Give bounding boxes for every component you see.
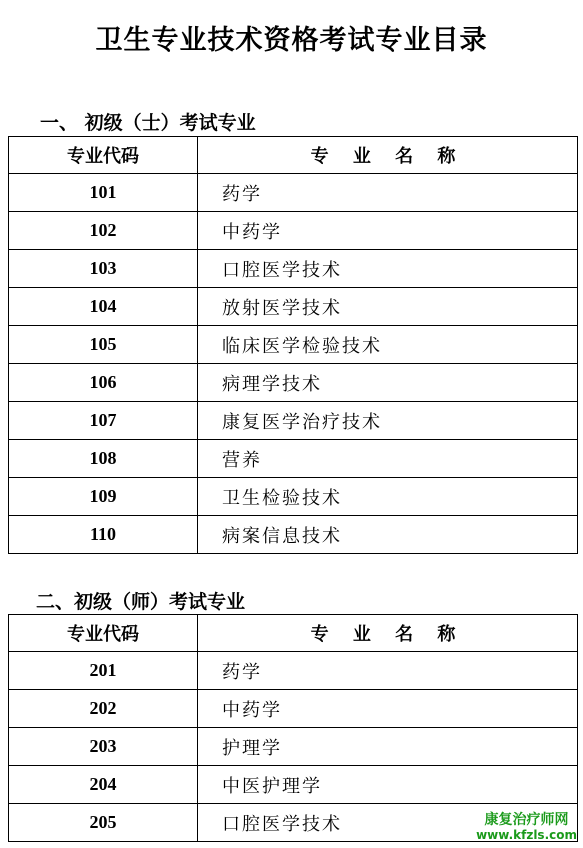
specialty-code: 103: [9, 250, 198, 288]
table-row: [9, 288, 578, 326]
specialty-name: 卫生检验技术: [198, 478, 578, 516]
specialty-name: 病理学技术: [198, 364, 578, 402]
document-title: 卫生专业技术资格考试专业目录: [95, 25, 488, 56]
table-row: [9, 652, 578, 690]
specialty-name: 营养: [198, 440, 578, 478]
specialty-code: 101: [9, 174, 198, 212]
specialty-name: 临床医学检验技术: [198, 326, 578, 364]
specialty-name: 病案信息技术: [198, 516, 578, 554]
specialty-table-primary-shi: [8, 136, 578, 554]
section-heading-primary-shi-teacher: 二、初级（师）考试专业: [36, 591, 246, 613]
specialty-name: 放射医学技术: [198, 288, 578, 326]
specialty-name: 中药学: [198, 690, 578, 728]
specialty-name: 药学: [198, 174, 578, 212]
site-watermark: [476, 813, 577, 842]
specialty-code: 205: [9, 804, 198, 842]
specialty-name: 护理学: [198, 728, 578, 766]
table-row: [9, 478, 578, 516]
specialty-name: 中医护理学: [198, 766, 578, 804]
table-row: [9, 728, 578, 766]
table-row: [9, 516, 578, 554]
specialty-code: 202: [9, 690, 198, 728]
specialty-name: 口腔医学技术: [198, 804, 578, 842]
column-header-code: 专业代码: [9, 615, 198, 652]
specialty-name: 口腔医学技术: [198, 250, 578, 288]
column-header-code: 专业代码: [9, 137, 198, 174]
table-row: [9, 250, 578, 288]
table-row: [9, 690, 578, 728]
specialty-name: 药学: [198, 652, 578, 690]
table-header-row: [9, 615, 578, 652]
specialty-code: 110: [9, 516, 198, 554]
specialty-name: 康复医学治疗技术: [198, 402, 578, 440]
table-row: [9, 326, 578, 364]
specialty-code: 203: [9, 728, 198, 766]
specialty-code: 104: [9, 288, 198, 326]
watermark-url: www.kfzls.com: [476, 827, 577, 842]
specialty-code: 107: [9, 402, 198, 440]
table-row: [9, 364, 578, 402]
table-row: [9, 766, 578, 804]
specialty-code: 109: [9, 478, 198, 516]
table-row: [9, 440, 578, 478]
specialty-name: 中药学: [198, 212, 578, 250]
table-row: [9, 402, 578, 440]
section-heading-primary-shi: 一、 初级（士）考试专业: [40, 112, 256, 134]
specialty-code: 108: [9, 440, 198, 478]
specialty-code: 201: [9, 652, 198, 690]
column-header-name: 专 业 名 称: [198, 137, 578, 174]
table-row: [9, 212, 578, 250]
specialty-code: 204: [9, 766, 198, 804]
specialty-code: 106: [9, 364, 198, 402]
specialty-code: 105: [9, 326, 198, 364]
specialty-code: 102: [9, 212, 198, 250]
table-row: [9, 174, 578, 212]
table-header-row: [9, 137, 578, 174]
column-header-name: 专 业 名 称: [198, 615, 578, 652]
specialty-table-primary-shi-teacher: [8, 614, 578, 842]
watermark-site-name: 康复治疗师网: [484, 812, 569, 829]
